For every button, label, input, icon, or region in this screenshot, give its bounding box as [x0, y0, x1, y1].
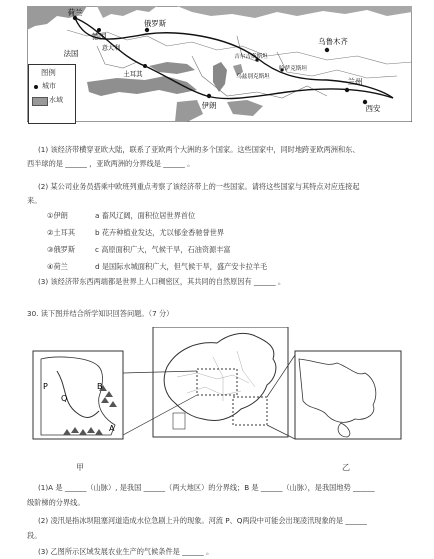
q30-p1-line1: (1)A 是 ______（山脉）, 是我国 ______（两大地区）的分界线；B 是 ______（山脉），是我国地势 ______	[38, 483, 375, 492]
region-label-uzbekistan: 乌兹别克斯坦	[236, 74, 270, 80]
q30-p2-line2: 段。	[27, 531, 42, 540]
city-label-urumqi: 乌鲁木齐	[318, 37, 348, 46]
region-label-kyrgyzstan: 吉尔吉斯斯坦	[234, 54, 268, 60]
q29-p3: (3) 该经济带东西两端都是世界上人口稠密区，其共同的自然原因有 ______ 。	[38, 277, 286, 286]
city-label-germany: 德国	[91, 32, 107, 41]
q29-p2-line2: 来。	[27, 196, 42, 205]
match-country-2: ②土耳其	[47, 228, 76, 237]
china-maps-graphic	[27, 327, 407, 460]
match-feature-1: a 畜风辽阔，面积位居世界首位	[95, 211, 196, 220]
legend-title: 图例	[41, 68, 56, 77]
map-legend	[28, 64, 76, 124]
legend-water-label: 水域	[49, 96, 63, 104]
legend-city-label: 城市	[42, 82, 56, 90]
city-label-iran: 伊朗	[201, 101, 217, 110]
city-label-turkey: 土耳其	[123, 70, 143, 78]
map-label-Q: Q	[61, 394, 68, 403]
q29-p1-line2: 西半球的是 ______ ，亚欧两洲的分界线是 ______ 。	[27, 159, 195, 168]
map-label-P: P	[43, 382, 48, 391]
region-label-kazakhstan: 哈萨克斯坦	[279, 66, 307, 72]
city-label-italy: 意大利	[101, 45, 121, 52]
match-feature-2: b 花卉种植业发达，尤以郁金香驰誉世界	[95, 228, 225, 237]
city-label-netherlands: 荷兰	[67, 8, 83, 17]
q30-p3: (3) 乙图所示区域发展农业生产的气候条件是 ______ 。	[38, 547, 214, 556]
q30-heading: 30. 读下图并结合所学知识回答问题。（7 分）	[27, 309, 174, 318]
match-country-4: ④荷兰	[47, 262, 68, 271]
silk-road-map-graphic	[27, 6, 412, 122]
match-country-1: ①伊朗	[47, 211, 68, 220]
water-swatch-icon	[32, 97, 48, 106]
caption-right: 乙	[342, 463, 350, 472]
map-label-A: A	[109, 424, 115, 433]
caption-left: 甲	[76, 463, 84, 472]
city-label-russia: 俄罗斯	[143, 19, 167, 28]
city-label-france: 法国	[63, 49, 79, 58]
q30-p2-line1: (2) 凌汛是指冰坝阻塞河道造成水位急剧上升的现象。河流 P、Q两段中可能会出现凌汛现象的是 ______	[38, 516, 367, 525]
q29-p1-line1: (1) 该经济带横穿亚欧大陆，联系了亚欧两个大洲的多个国家。这些国家中，同时地跨亚欧两洲和东、	[38, 145, 360, 154]
match-feature-3: c 高原面积广大，气候干旱，石油资源丰富	[95, 245, 231, 254]
match-country-3: ③俄罗斯	[47, 245, 76, 254]
china-maps-figure	[27, 327, 407, 460]
map-label-B: B	[97, 382, 103, 391]
city-label-xian: 西安	[365, 104, 381, 113]
city-dot-icon	[34, 85, 38, 89]
silk-road-map	[27, 6, 412, 122]
q29-p2-line1: (2) 某公司业务员搭乘中欧班列重点考察了该经济带上的一些国家。请将这些国家与其特点对应连接起	[38, 182, 360, 191]
q30-p1-line2: 级阶梯的分界线。	[27, 498, 85, 507]
match-feature-4: d 是国际水城面积广大，但气候干旱，盛产安卡拉羊毛	[95, 262, 268, 271]
city-label-lanzhou: 兰州	[347, 77, 363, 86]
